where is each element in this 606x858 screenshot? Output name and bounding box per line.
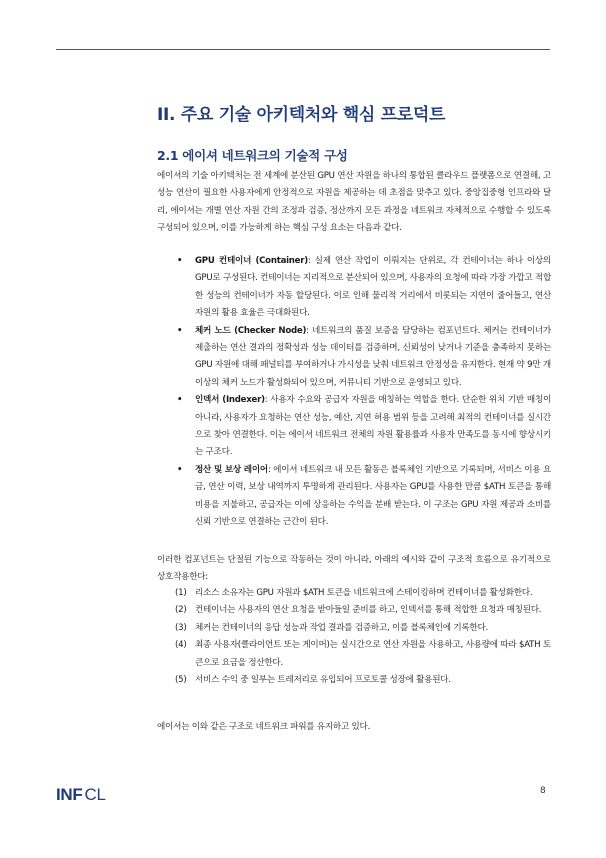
component-description: : 사용자 수요와 공급자 자원을 매칭하는 역할을 한다. 단순한 위치 기반 매칭이 아니라, 사용자가 요청하는 연산 성능, 예산, 지연 허용 범위 등을 고려해 최적의 컨테이너를 실시간으로 찾아 연결한다. 이는 에이셔 네트워크 전체의 자원 활용률과 사용자 만족도를 동시에 향상시키는 구조다. [195,395,551,458]
component-description: : 실제 연산 작업이 이뤄지는 단위로, 각 컨테이너는 하나 이상의 GPU로 구성된다. 컨테이너는 지리적으로 분산되어 있으며, 사용자의 요청에 따라 가장 가깝고 적합한 성능의 컨테이너가 자동 할당된다. 이로 인해 물리적 거리에서 비롯되는 지연이 줄어들고, 연산 자원의 활용 효율은 극대화된다. [195,256,551,319]
infcl-logo [56,785,106,805]
step-number: (3) [175,622,187,633]
bullet-icon: • [177,395,183,406]
logo-inf-text: INF [56,785,83,804]
intro-paragraph: 에이셔의 기술 아키텍처는 전 세계에 분산된 GPU 연산 자원을 하나의 통합된 클라우드 플랫폼으로 연결해, 고성능 연산이 필요한 사용자에게 안정적으로 자원을 제공하는 데 초점을 맞추고 있다. 중앙집중형 인프라와 달리, 에이셔는 개별 연산 자원 간의 조정과 검증, 정산까지 모든 과정을 네트워크 자체적으로 수행할 수 있도록 구성되어 있으며, 이를 가능하게 하는 핵심 구성 요소는 다음과 같다. [157,171,551,234]
bullet-icon: • [177,325,183,336]
header-divider [56,49,550,50]
closing-sentence: 에이셔는 이와 같은 구조로 네트워크 파워를 유지하고 있다. [157,722,371,732]
bullet-icon: • [177,256,183,266]
component-term: GPU 컨테이너 (Container) [195,256,308,266]
page-number: 8 [540,786,546,796]
bullet-icon: • [177,464,183,475]
component-term: 체커 노드 (Checker Node) [195,325,307,336]
component-description: : 네트워크의 품질 보증을 담당하는 컴포넌트다. 체커는 컨테이너가 제출하는 연산 결과의 정확성과 성능 데이터를 검증하며, 신뢰성이 낮거나 기준을 충족하지 못하는 GPU 자원에 대해 패널티를 부여하거나 가시성을 낮춰 네트워크 안정성을 유지한다. 현재 약 9만 개 이상의 체커 노드가 활성화되어 있으며, 커뮤니티 기반으로 운영되고 있다. [195,325,551,388]
step-text: 최종 사용자(클라이언트 또는 게이머)는 실시간으로 연산 자원을 사용하고, 사용량에 따라 $ATH 토큰으로 요금을 정산한다. [195,640,551,668]
flow-steps-list [157,585,551,689]
component-item-settlement-layer [157,462,551,532]
component-item-gpu-container [157,253,551,323]
component-term: 정산 및 보상 레이어 [195,464,268,475]
flow-step [157,637,551,672]
logo-cl-text: CL [84,785,106,804]
flow-step [157,672,551,689]
subsection-title: 2.1 에이셔 네트워크의 기술적 구성 [157,148,348,163]
step-text: 서비스 수익 중 일부는 트레저리로 유입되어 프로토콜 성장에 활용된다. [195,675,451,686]
step-text: 컨테이너는 사용자의 연산 요청을 받아들일 준비를 하고, 인덱서를 통해 적합한 요청과 매칭된다. [195,605,542,616]
step-number: (1) [175,588,187,598]
component-item-indexer [157,392,551,462]
step-number: (2) [175,605,187,616]
flow-step [157,602,551,619]
component-item-checker-node [157,323,551,393]
section-title: II. 주요 기술 아키텍처와 핵심 프로덕트 [157,105,446,125]
component-description: : 에이셔 네트워크 내 모든 활동은 블록체인 기반으로 기록되며, 서비스 이용 요금, 연산 이력, 보상 내역까지 투명하게 관리된다. 사용자는 GPU를 사용한 만큼 $ATH 토큰을 통해 비용을 지불하고, 공급자는 이에 상응하는 수익을 분배 받는다. 이 구조는 GPU 자원 제공과 소비를 신뢰 기반으로 연결하는 근간이 된다. [195,464,552,528]
step-number: (5) [175,675,187,686]
component-term: 인덱서 (Indexer) [195,395,265,406]
step-text: 체커는 컨테이너의 응답 성능과 작업 결과를 검증하고, 이를 블록체인에 기록한다. [195,622,489,633]
flow-intro-paragraph: 이러한 컴포넌트는 단절된 기능으로 작동하는 것이 아니라, 아래의 예시와 같이 구조적 흐름으로 유기적으로 상호작용한다: [157,555,551,583]
step-number: (4) [175,640,187,651]
flow-step [157,620,551,637]
flow-step [157,585,551,602]
step-text: 리소스 소유자는 GPU 자원과 $ATH 토큰을 네트워크에 스테이킹하며 컨테이너를 활성화한다. [195,588,533,598]
component-list [157,253,551,532]
